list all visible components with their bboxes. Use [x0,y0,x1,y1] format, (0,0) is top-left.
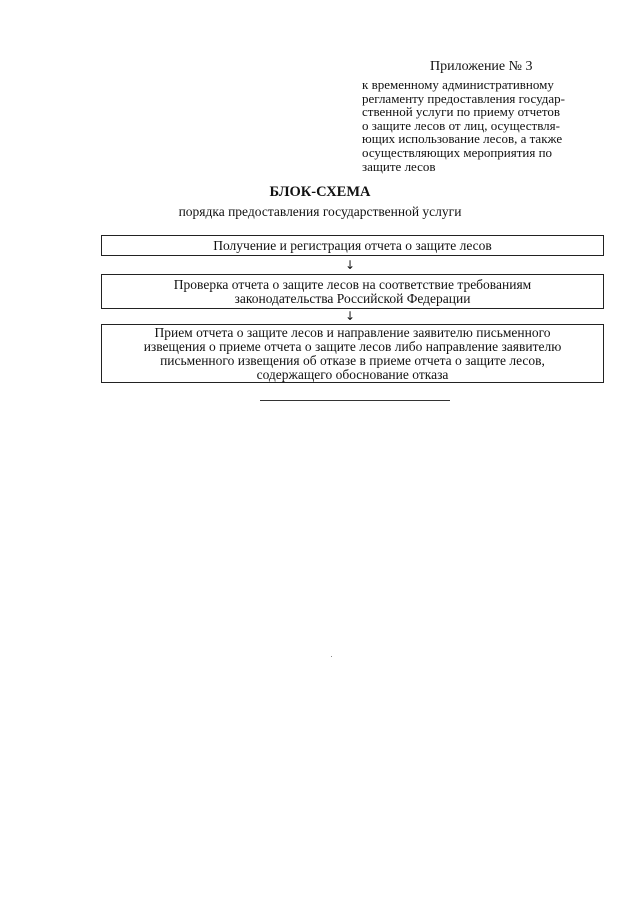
flow-step-decision [101,324,604,383]
appendix-line: регламенту предоставления государ- [362,90,565,106]
document-title: БЛОК-СХЕМА [269,184,371,200]
appendix-text [362,78,602,173]
flow-step-line: Получение и регистрация отчета о защите лесов [213,237,492,253]
appendix-line: к временному административному [362,77,554,92]
flow-step-line: Проверка отчета о защите лесов на соответствие требованиям [173,276,532,292]
appendix-line: о защите лесов от лиц, осуществля- [362,117,560,133]
appendix-line: защите лесов [362,158,436,174]
flow-step-line: Прием отчета о защите лесов и направление заявителю письменного [154,324,551,340]
flow-arrow-down-icon: ↓ [345,258,356,272]
flow-step-line: содержащего обоснование отказа [256,366,449,382]
document-subtitle: порядка предоставления государственной услуги [178,204,462,219]
appendix-line: ющих использование лесов, а также [362,131,563,147]
appendix-title: Приложение № 3 [430,59,533,74]
flow-step-verification [101,274,604,309]
flow-step-registration [101,235,604,256]
flow-step-line: законодательства Российской Федерации [234,290,471,306]
flow-arrow-down-icon: ↓ [345,309,356,323]
appendix-line: осуществляющих мероприятия по [362,144,553,160]
appendix-line: ственной услуги по приему отчетов [362,104,561,120]
scan-speck [331,656,332,657]
end-divider [260,400,450,401]
flow-step-line: извещения о приеме отчета о защите лесов либо направление заявителю [143,338,562,354]
flow-step-line: письменного извещения об отказе в приеме отчета о защите лесов, [160,352,545,368]
